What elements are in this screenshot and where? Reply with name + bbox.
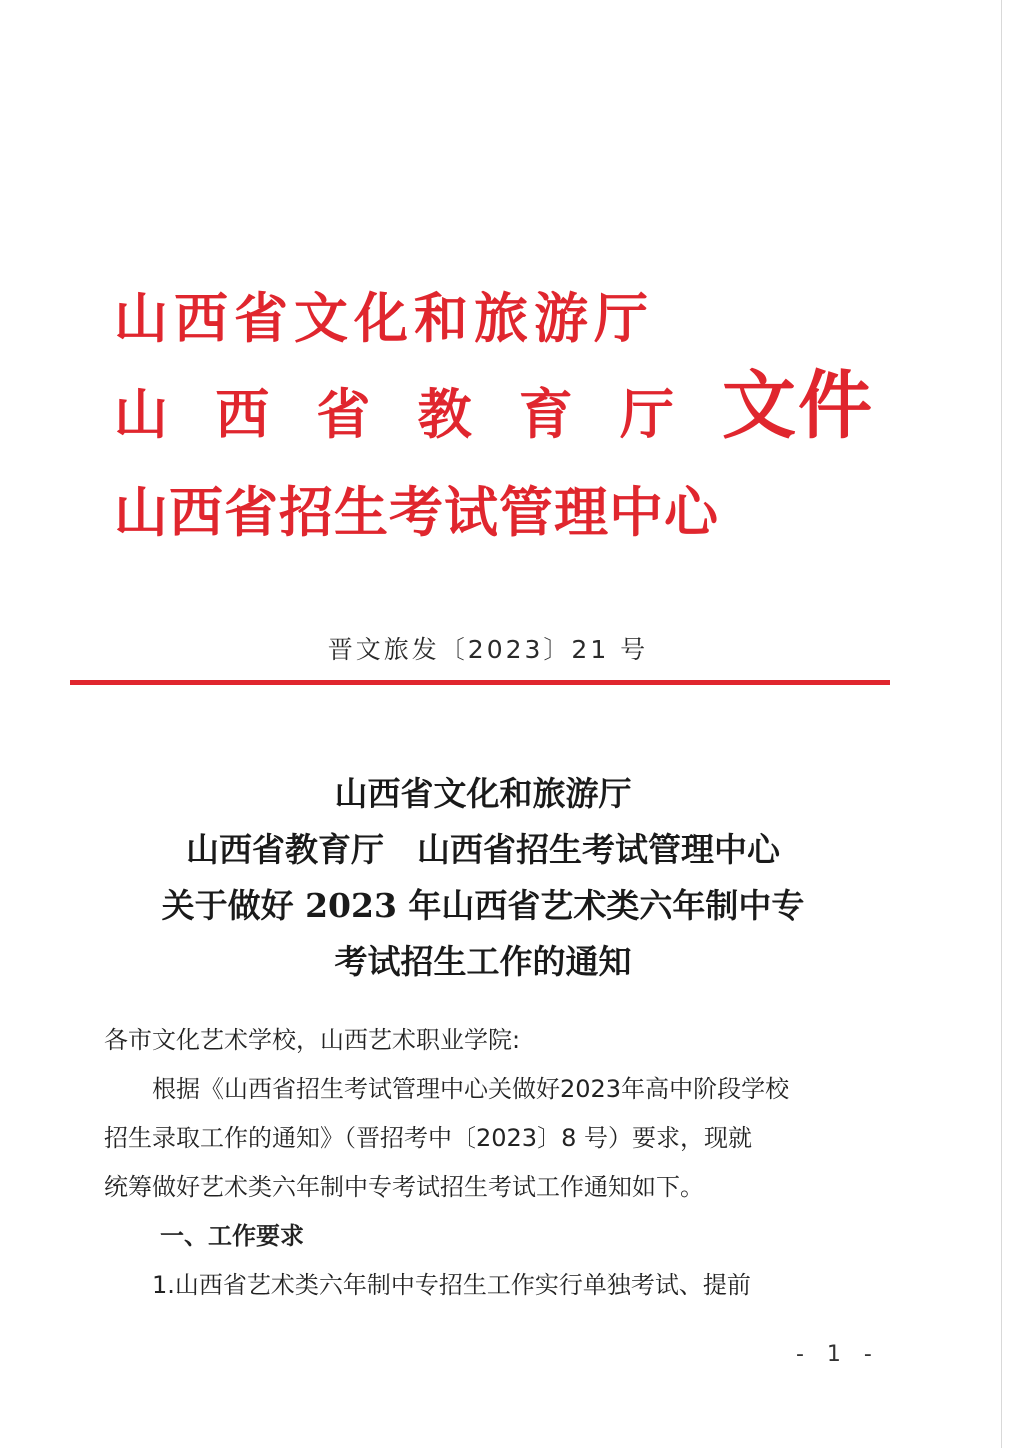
issuer-char: 西 [215, 382, 270, 446]
paragraph-line: 1.山西省艺术类六年制中专招生工作实行单独考试、提前 [152, 1271, 751, 1299]
paragraph-line: 统筹做好艺术类六年制中专考试招生考试工作通知如下。 [104, 1173, 704, 1201]
page-edge-line [1001, 0, 1002, 1448]
issuer-char: 山 [114, 382, 168, 446]
issuer-char: 育 [518, 382, 573, 446]
title-line: 山西省文化和旅游厅 [334, 774, 632, 813]
red-divider-rule [70, 680, 890, 685]
paragraph-line: 招生录取工作的通知》（晋招考中〔2023〕8 号）要求，现就 [104, 1124, 752, 1152]
issuer-char: 省 [316, 382, 371, 446]
title-line: 关于做好 2023 年山西省艺术类六年制中专 [161, 886, 805, 925]
salutation: 各市文化艺术学校，山西艺术职业学院: [104, 1026, 521, 1054]
document-type-label: 文件 [722, 363, 874, 449]
issuer-line-education [114, 384, 674, 444]
paragraph-line: 根据《山西省招生考试管理中心关做好2023年高中阶段学校 [152, 1075, 790, 1103]
issuer-char: 厅 [619, 382, 674, 446]
section-heading: 一、工作要求 [160, 1222, 304, 1250]
title-line: 山西省教育厅 山西省招生考试管理中心 [186, 830, 780, 869]
notice-body [104, 1016, 856, 1310]
issuer-char: 教 [417, 382, 472, 446]
title-line: 考试招生工作的通知 [334, 942, 632, 981]
page-number: - 1 - [796, 1342, 880, 1367]
issuer-line-exam-center: 山西省招生考试管理中心 [114, 480, 719, 544]
notice-title [0, 766, 966, 990]
issuer-line-culture-tourism: 山西省文化和旅游厅 [114, 286, 654, 350]
document-number: 晋文旅发〔2023〕21 号 [327, 635, 649, 664]
